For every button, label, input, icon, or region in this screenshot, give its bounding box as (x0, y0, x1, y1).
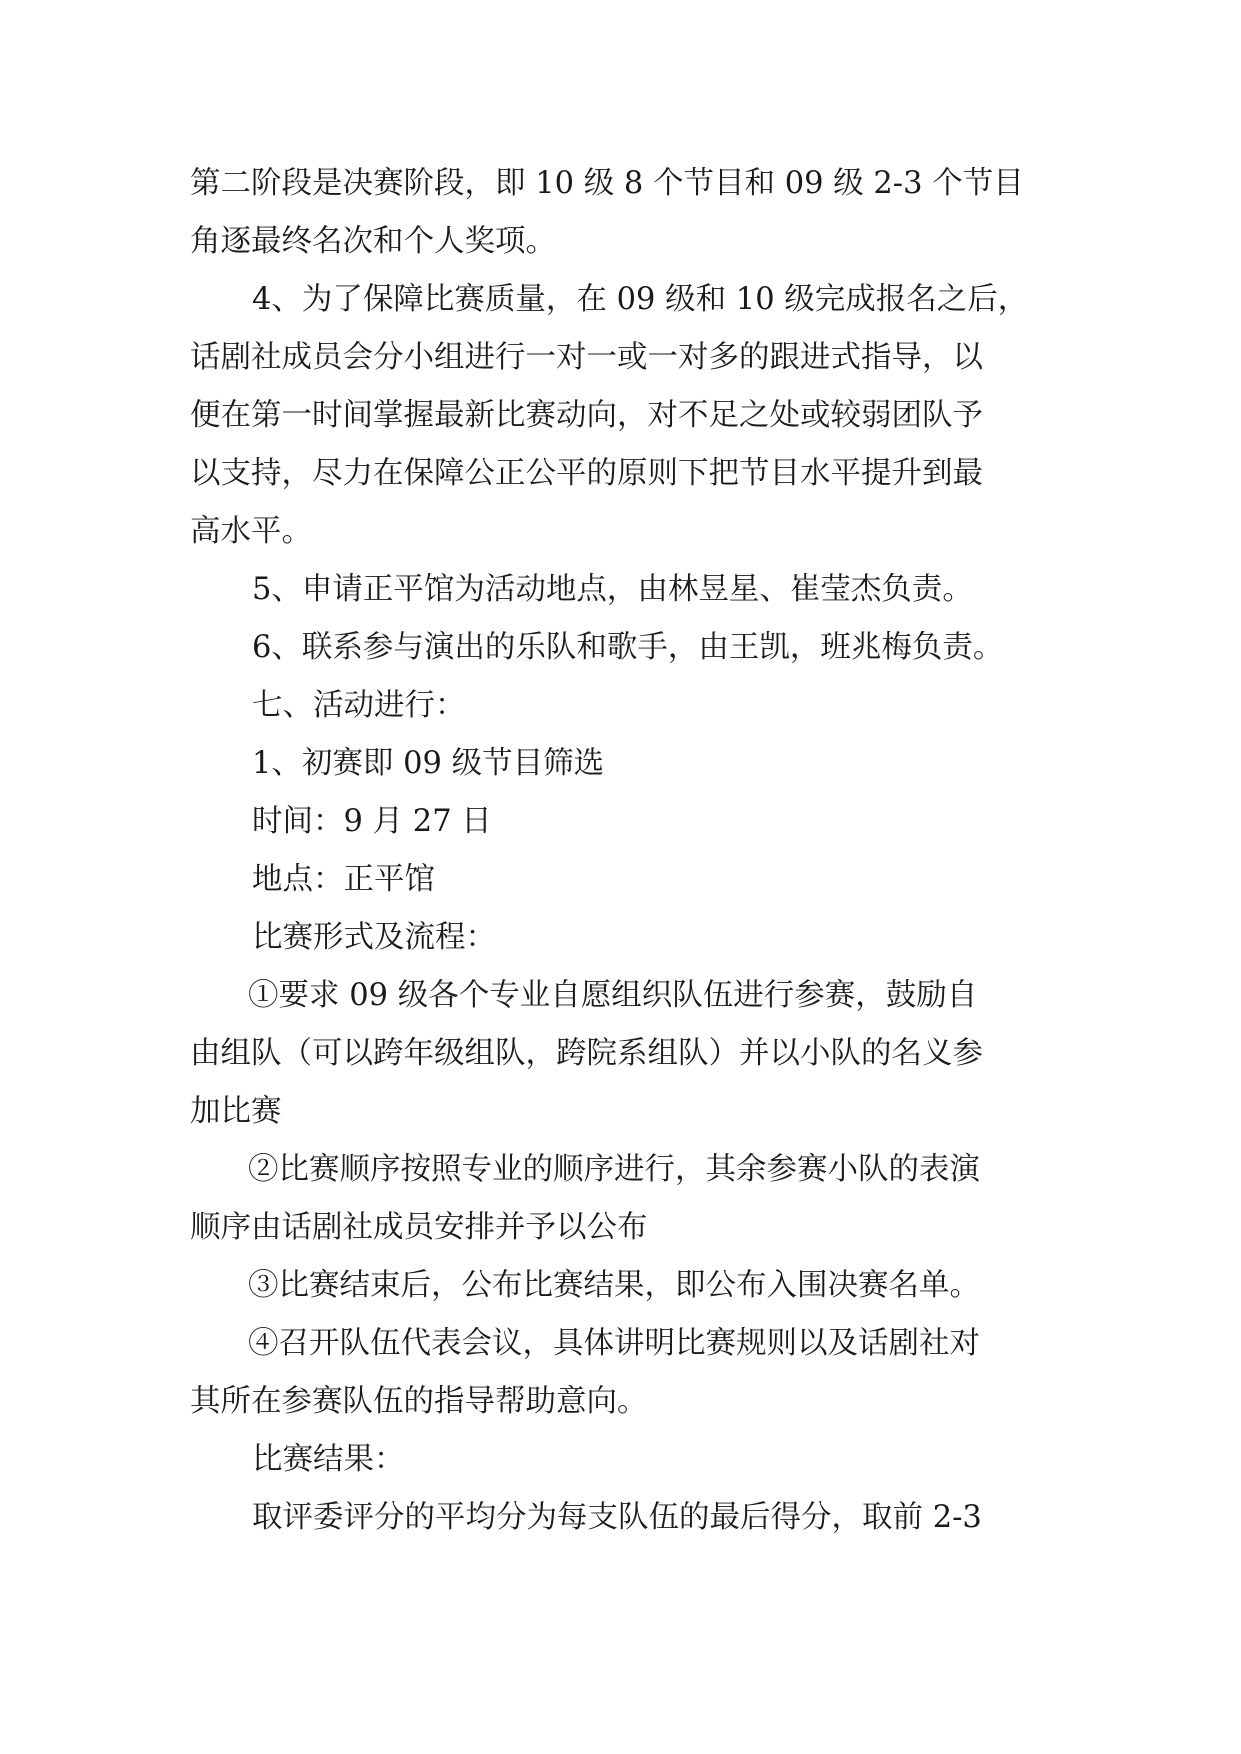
text-line-10: 七、活动进行： (252, 688, 466, 723)
text-line-13: 地点：正平馆 (252, 862, 435, 897)
text-line-8: 5、申请正平馆为活动地点，由林昱星、崔莹杰负责。 (252, 572, 973, 607)
text-line-2: 角逐最终名次和个人奖项。 (190, 224, 556, 259)
text-line-14: 比赛形式及流程： (252, 920, 496, 955)
text-line-23: 比赛结果： (252, 1442, 405, 1477)
text-line-11: 1、初赛即 09 级节目筛选 (252, 746, 605, 781)
text-line-22: 其所在参赛队伍的指导帮助意向。 (190, 1384, 648, 1419)
text-line-17: 加比赛 (190, 1094, 282, 1129)
text-line-9: 6、联系参与演出的乐队和歌手，由王凯，班兆梅负责。 (252, 630, 1004, 665)
text-line-15: ①要求 09 级各个专业自愿组织队伍进行参赛，鼓励自 (248, 978, 978, 1013)
text-line-4: 话剧社成员会分小组进行一对一或一对多的跟进式指导，以 (190, 340, 983, 375)
text-line-7: 高水平。 (190, 514, 312, 549)
text-line-19: 顺序由话剧社成员安排并予以公布 (190, 1210, 648, 1245)
text-line-16: 由组队（可以跨年级组队，跨院系组队）并以小队的名义参 (190, 1036, 983, 1071)
text-line-3: 4、为了保障比赛质量，在 09 级和 10 级完成报名之后， (252, 282, 1029, 317)
text-line-20: ③比赛结束后，公布比赛结果，即公布入围决赛名单。 (248, 1268, 980, 1303)
text-line-21: ④召开队伍代表会议，具体讲明比赛规则以及话剧社对 (248, 1326, 980, 1361)
text-line-18: ②比赛顺序按照专业的顺序进行，其余参赛小队的表演 (248, 1152, 980, 1187)
text-line-6: 以支持，尽力在保障公正公平的原则下把节目水平提升到最 (190, 456, 983, 491)
text-line-12: 时间：9 月 27 日 (252, 804, 492, 839)
text-line-5: 便在第一时间掌握最新比赛动向，对不足之处或较弱团队予 (190, 398, 983, 433)
text-line-24: 取评委评分的平均分为每支队伍的最后得分，取前 2-3 (252, 1500, 982, 1535)
text-line-1: 第二阶段是决赛阶段，即 10 级 8 个节目和 09 级 2-3 个节目 (190, 166, 1024, 201)
